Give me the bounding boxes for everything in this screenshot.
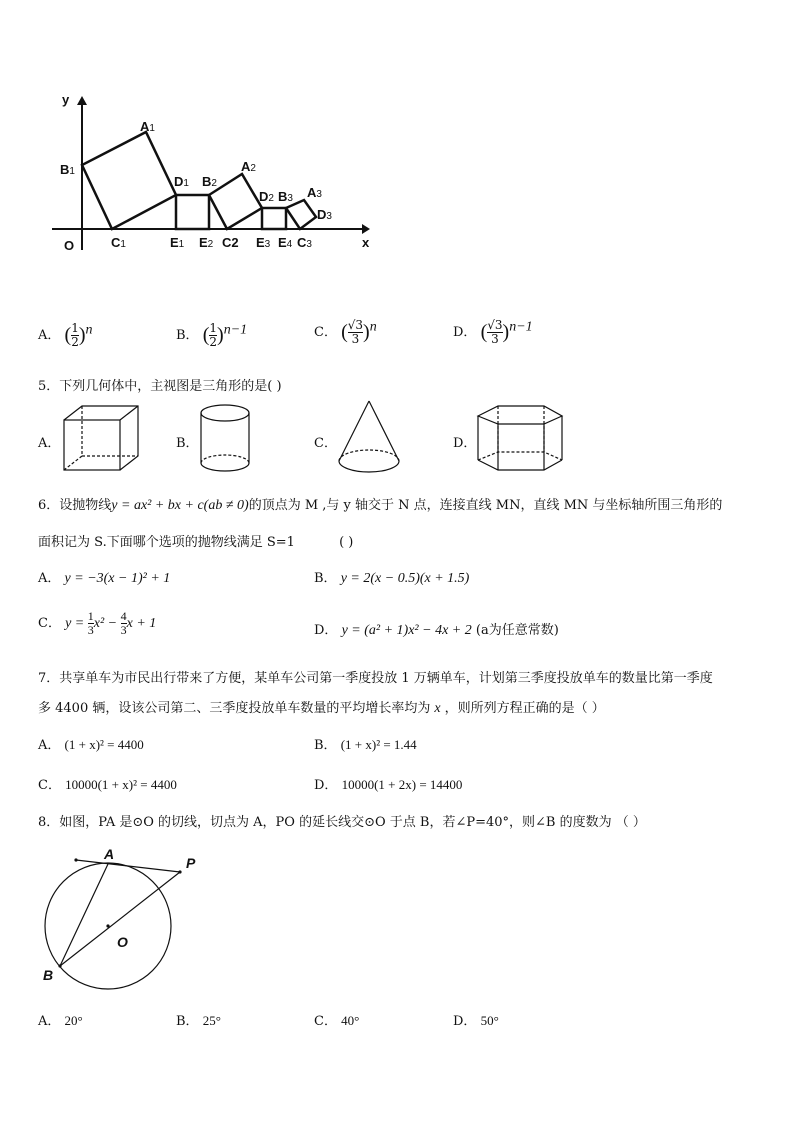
q7-option-d-letter: D． [314,778,338,793]
x-axis-label: x [362,235,370,250]
q7-option-a-formula: (1 + x)² = 4400 [64,737,144,752]
q6-option-d-note: (a为任意常数) [475,623,559,638]
q5-option-c-letter[interactable]: C． [314,436,337,451]
label-a: A [104,846,115,862]
q4-option-c-num: √3 [347,318,364,332]
q7-variable-x: x [434,701,441,716]
q4-option-d-num: √3 [487,318,503,332]
label-E4: E [278,235,287,250]
svg-text:E2 [199,235,214,250]
svg-text:C3 [297,235,312,250]
q7-option-b[interactable] [314,734,417,753]
svg-text:A1 [140,119,155,134]
q4-option-b-den: 2 [209,335,218,349]
q8-option-d-value: 50° [480,1013,499,1028]
dot-a-end [74,858,77,861]
q6-option-d-formula: y = (a² + 1)x² − 4x + 2 [341,623,472,638]
label-A3-sub: 3 [316,189,322,200]
q4-option-b-exp: n−1 [223,322,248,338]
label-b: B [43,967,54,983]
q6-option-c-frac2-den: 3 [120,623,127,637]
q8-option-c-value: 40° [341,1013,360,1028]
label-D1: D [174,174,184,189]
q7-stem-line2-pre: 多 4400 辆，设该公司第二、三季度投放单车数量的平均增长率均为 [38,701,431,716]
q6-option-a-letter: A． [38,571,61,586]
label-E1-sub: 1 [178,239,185,250]
square-4 [262,208,286,229]
q6-stem-line1 [38,494,722,514]
q4-option-d-den: 3 [491,332,499,346]
q6-stem-formula: y = ax² + bx + c(ab ≠ 0) [111,498,249,513]
label-E1: E [170,235,179,250]
q5-option-c-cone-figure[interactable] [336,398,402,478]
svg-text:A2 [241,159,256,174]
q4-option-d-exp: n−1 [509,319,533,335]
q4-option-d[interactable]: D． ( $\frac{√3}{3}$ )$^{n-1}$ [453,318,533,346]
q6-option-d-letter: D． [314,623,338,638]
q5-stem: 5．下列几何体中，主视图是三角形的是( ) [38,379,282,394]
q4-option-b[interactable]: B． ( $\frac{1}{2}$ )$^{n-1}$ [176,321,248,349]
q4-option-b-num: 1 [209,321,218,335]
q4-option-c-exp: n [369,319,377,335]
label-o: O [117,934,128,950]
label-B3: B [278,189,288,204]
q6-option-c-frac1-num: 1 [87,609,94,623]
label-E4-sub: 4 [286,239,293,250]
q6-option-d[interactable] [314,619,559,639]
q6-option-c-frac1-den: 3 [87,623,94,637]
q5-option-a-letter[interactable]: A． [38,436,61,451]
label-C1: C [111,235,121,250]
q8-option-a[interactable] [38,1010,83,1029]
q6-option-c[interactable] [38,610,156,637]
label-E3: E [256,235,265,250]
svg-text:B3 [278,189,293,204]
q5-option-b-letter[interactable]: B． [176,436,199,451]
q7-option-b-formula: (1 + x)² = 1.44 [340,737,417,752]
q7-option-c-formula: 10000(1 + x)² = 4400 [65,777,177,792]
q4-option-c-fraction [348,319,363,346]
q7-option-b-letter: B． [314,738,337,753]
q4-option-a-exp: n [85,322,93,338]
squares-on-axis-figure [40,85,380,260]
origin-label: O [64,238,75,253]
q6-option-a-formula: y = −3(x − 1)² + 1 [64,571,171,586]
q7-stem-line2-post: ，则所列方程正确的是（ ） [444,701,605,716]
q6-answer-paren: ( ) [339,535,354,550]
chord-ab [60,864,108,966]
label-D1-sub: 1 [183,178,189,189]
svg-text:B1 [60,162,75,177]
q4-option-c-den: 3 [351,332,360,346]
q5-option-d-letter[interactable]: D． [453,436,477,451]
q6-option-c-letter: C． [38,616,61,631]
q6-option-b[interactable] [314,567,469,587]
q8-option-c[interactable] [314,1010,359,1029]
label-D2: D [259,189,269,204]
label-B2-sub: 2 [211,178,217,189]
q4-option-a-letter: A． [38,328,61,343]
q8-option-c-letter: C． [314,1014,337,1029]
svg-text:C1 [111,235,126,250]
q4-option-d-fraction [487,319,502,346]
dot-b [58,964,61,967]
label-B2: B [202,174,212,189]
q6-stem-line2-text: 面积记为 S.下面哪个选项的抛物线满足 S=1 [38,535,295,550]
q7-option-a-letter: A． [38,738,61,753]
q8-option-a-letter: A． [38,1014,61,1029]
q6-option-c-pre: y = [65,616,88,631]
svg-text:E1 [170,235,185,250]
svg-text:D1 [174,174,189,189]
q6-option-b-letter: B． [314,571,337,586]
label-D2-sub: 2 [268,193,274,204]
x-axis-arrow [362,224,370,234]
secant-bp [60,872,180,966]
label-E3-sub: 3 [264,239,271,250]
q4-option-a-fraction [71,322,79,349]
svg-text:E3 [256,235,271,250]
square-1 [82,132,176,229]
label-D3-sub: 3 [326,211,332,222]
svg-text:A3 [307,185,322,200]
label-B1-sub: 1 [69,166,75,177]
q6-option-c-post: x + 1 [126,616,157,631]
svg-text:B2 [202,174,217,189]
q6-stem-line2 [38,531,353,550]
label-B3-sub: 3 [287,193,293,204]
q8-option-d-letter: D． [453,1014,477,1029]
q8-option-b-letter: B． [176,1014,199,1029]
label-p: P [186,855,196,871]
q7-option-c-letter: C． [38,778,61,793]
label-A2: A [241,159,251,174]
q7-stem-line1: 7．共享单车为市民出行带来了方便，某单车公司第一季度投放 1 万辆单车，计划第三季度投放单车的数量比第一季度 [38,671,713,686]
label-C3-sub: 3 [306,239,312,250]
q7-option-d-formula: 10000(1 + 2x) = 14400 [341,777,463,792]
q7-option-d[interactable] [314,774,462,793]
q7-stem-line2 [38,697,605,717]
q6-option-a[interactable] [38,567,170,587]
q6-option-c-mid: x² − [93,616,121,631]
q6-stem-post: 的顶点为 M ,与 y 轴交于 N 点，连接直线 MN，直线 MN 与坐标轴所围三角形的 [248,498,723,513]
q4-option-a-num: 1 [71,321,79,335]
q6-option-b-formula: y = 2(x − 0.5)(x + 1.5) [340,571,470,586]
q4-option-b-fraction [209,322,217,349]
q5-option-d-hexagonal-prism-figure[interactable] [474,402,566,474]
q8-stem: 8．如图，PA 是⊙O 的切线，切点为 A，PO 的延长线交⊙O 于点 B，若∠P=40°，则∠B 的度数为 （ ） [38,815,646,830]
label-A3: A [307,185,317,200]
q6-option-c-frac2-num: 4 [120,609,127,623]
q4-option-a-den: 2 [71,335,79,349]
label-D3: D [317,207,327,222]
q4-option-c-letter: C． [314,325,337,340]
q4-option-a[interactable]: A． ( $\frac{1}{2}$ )$^n$ [38,321,93,349]
dot-p [178,870,181,873]
y-axis-label: y [62,92,70,107]
svg-text:E4 [278,235,293,250]
label-B1: B [60,162,70,177]
label-A2-sub: 2 [250,163,256,174]
square-5 [286,200,316,229]
label-C1-sub: 1 [120,239,126,250]
q4-option-c[interactable]: C． ( $\frac{√3}{3}$ )$^n$ [314,318,377,346]
q5-option-a-cube-figure[interactable] [60,402,142,474]
label-C2: C2 [222,235,239,250]
square-2 [176,195,209,229]
q8-option-a-value: 20° [64,1013,83,1028]
q8-option-b[interactable] [176,1010,221,1029]
label-A1: A [140,119,150,134]
q6-stem-pre: 6．设抛物线 [38,498,112,513]
label-A1-sub: 1 [149,123,155,134]
y-axis-arrow [77,96,87,105]
q5-option-b-cylinder-figure[interactable] [197,402,253,476]
q4-option-d-letter: D． [453,325,477,340]
svg-text:D3 [317,207,332,222]
label-E2: E [199,235,208,250]
label-E2-sub: 2 [207,239,214,250]
svg-text:D2 [259,189,274,204]
q7-option-a[interactable] [38,734,144,753]
q8-option-d[interactable] [453,1010,499,1029]
dot-o [106,924,109,927]
q7-option-c[interactable] [38,774,177,793]
q8-circle-tangent-figure [40,842,210,992]
q8-option-b-value: 25° [202,1013,221,1028]
tangent-line-pa [76,860,180,872]
q4-option-b-letter: B． [176,328,199,343]
label-C3: C [297,235,307,250]
